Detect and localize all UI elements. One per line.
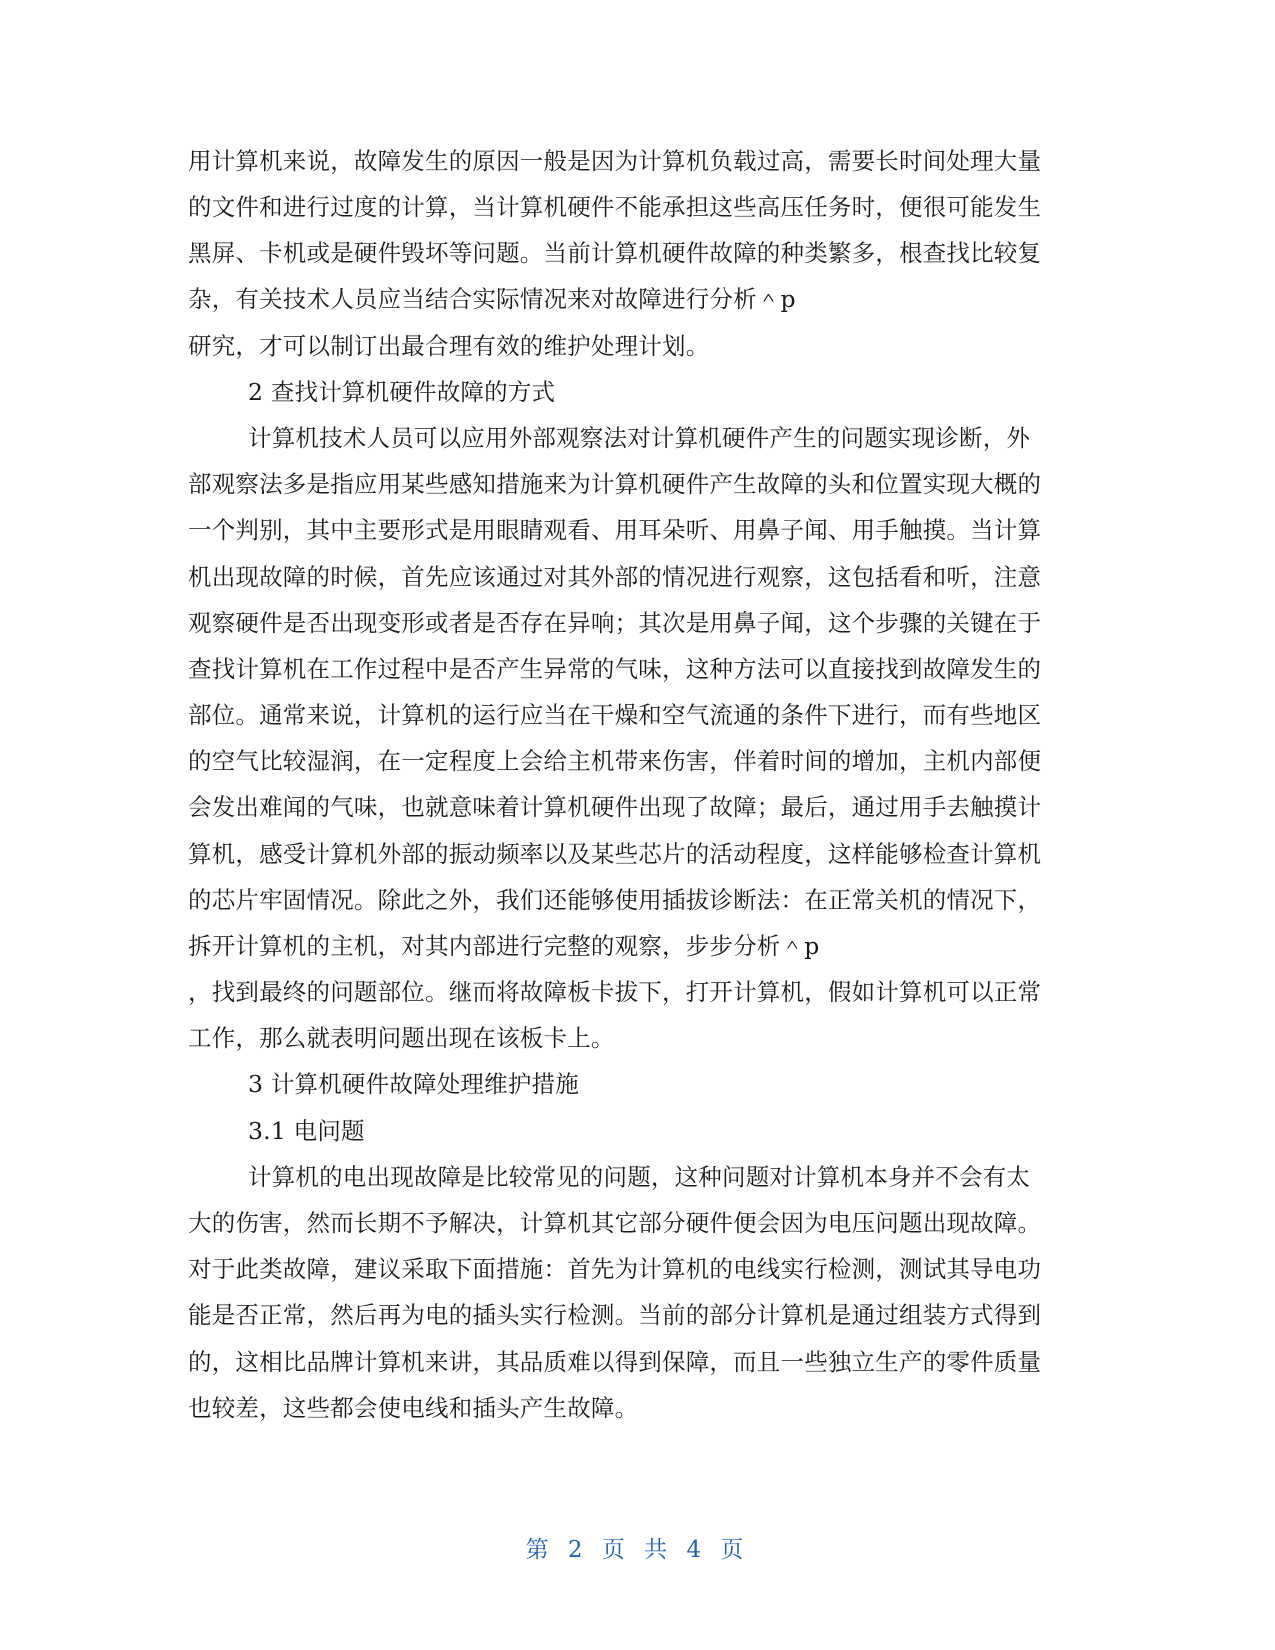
body-line: 拆开计算机的主机，对其内部进行完整的观察，步步分析＾p bbox=[188, 932, 820, 960]
body-line: 一个判别，其中主要形式是用眼睛观看、用耳朵听、用鼻子闻、用手触摸。当计算 bbox=[188, 516, 1042, 544]
subsection-heading: 3.1 电问题 bbox=[248, 1117, 365, 1145]
body-line: 研究，才可以制订出最合理有效的维护处理计划。 bbox=[188, 332, 710, 360]
section-heading: 2 查找计算机硬件故障的方式 bbox=[248, 378, 556, 406]
body-line: 黑屏、卡机或是硬件毁坏等问题。当前计算机硬件故障的种类繁多，根查找比较复 bbox=[188, 239, 1042, 267]
body-line: ，找到最终的问题部位。继而将故障板卡拔下，打开计算机，假如计算机可以正常 bbox=[188, 978, 1042, 1006]
body-line: 也较差，这些都会使电线和插头产生故障。 bbox=[188, 1394, 639, 1422]
body-line: 用计算机来说，故障发生的原因一般是因为计算机负载过高，需要长时间处理大量 bbox=[188, 147, 1042, 175]
body-line: 的，这相比品牌计算机来讲，其品质难以得到保障，而且一些独立生产的零件质量 bbox=[188, 1348, 1042, 1376]
body-line: 能是否正常，然后再为电的插头实行检测。当前的部分计算机是通过组装方式得到 bbox=[188, 1301, 1042, 1329]
body-line: 算机，感受计算机外部的振动频率以及某些芯片的活动程度，这样能够检查计算机 bbox=[188, 840, 1042, 868]
body-line: 杂，有关技术人员应当结合实际情况来对故障进行分析＾p bbox=[188, 285, 796, 313]
body-line: 的文件和进行过度的计算，当计算机硬件不能承担这些高压任务时，便很可能发生 bbox=[188, 193, 1042, 221]
body-line: 的空气比较湿润，在一定程度上会给主机带来伤害，伴着时间的增加，主机内部便 bbox=[188, 747, 1042, 775]
body-line: 机出现故障的时候，首先应该通过对其外部的情况进行观察，这包括看和听，注意 bbox=[188, 563, 1042, 591]
body-line: 工作，那么就表明问题出现在该板卡上。 bbox=[188, 1024, 615, 1052]
body-line: 查找计算机在工作过程中是否产生异常的气味，这种方法可以直接找到故障发生的 bbox=[188, 655, 1042, 683]
body-line: 会发出难闻的气味，也就意味着计算机硬件出现了故障；最后，通过用手去触摸计 bbox=[188, 793, 1042, 821]
body-line: 对于此类故障，建议采取下面措施：首先为计算机的电线实行检测，测试其导电功 bbox=[188, 1255, 1042, 1283]
body-line: 计算机技术人员可以应用外部观察法对计算机硬件产生的问题实现诊断，外 bbox=[248, 424, 1031, 452]
body-line: 部位。通常来说，计算机的运行应当在干燥和空气流通的条件下进行，而有些地区 bbox=[188, 701, 1042, 729]
page-number-footer: 第 2 页 共 4 页 bbox=[525, 1537, 750, 1563]
body-line: 观察硬件是否出现变形或者是否存在异响；其次是用鼻子闻，这个步骤的关键在于 bbox=[188, 609, 1042, 637]
body-line: 计算机的电出现故障是比较常见的问题，这种问题对计算机本身并不会有太 bbox=[248, 1163, 1031, 1191]
section-heading: 3 计算机硬件故障处理维护措施 bbox=[248, 1070, 579, 1098]
body-line: 大的伤害，然而长期不予解决，计算机其它部分硬件便会因为电压问题出现故障。 bbox=[188, 1209, 1042, 1237]
body-line: 的芯片牢固情况。除此之外，我们还能够使用插拔诊断法：在正常关机的情况下， bbox=[188, 886, 1042, 914]
body-line: 部观察法多是指应用某些感知措施来为计算机硬件产生故障的头和位置实现大概的 bbox=[188, 470, 1042, 498]
